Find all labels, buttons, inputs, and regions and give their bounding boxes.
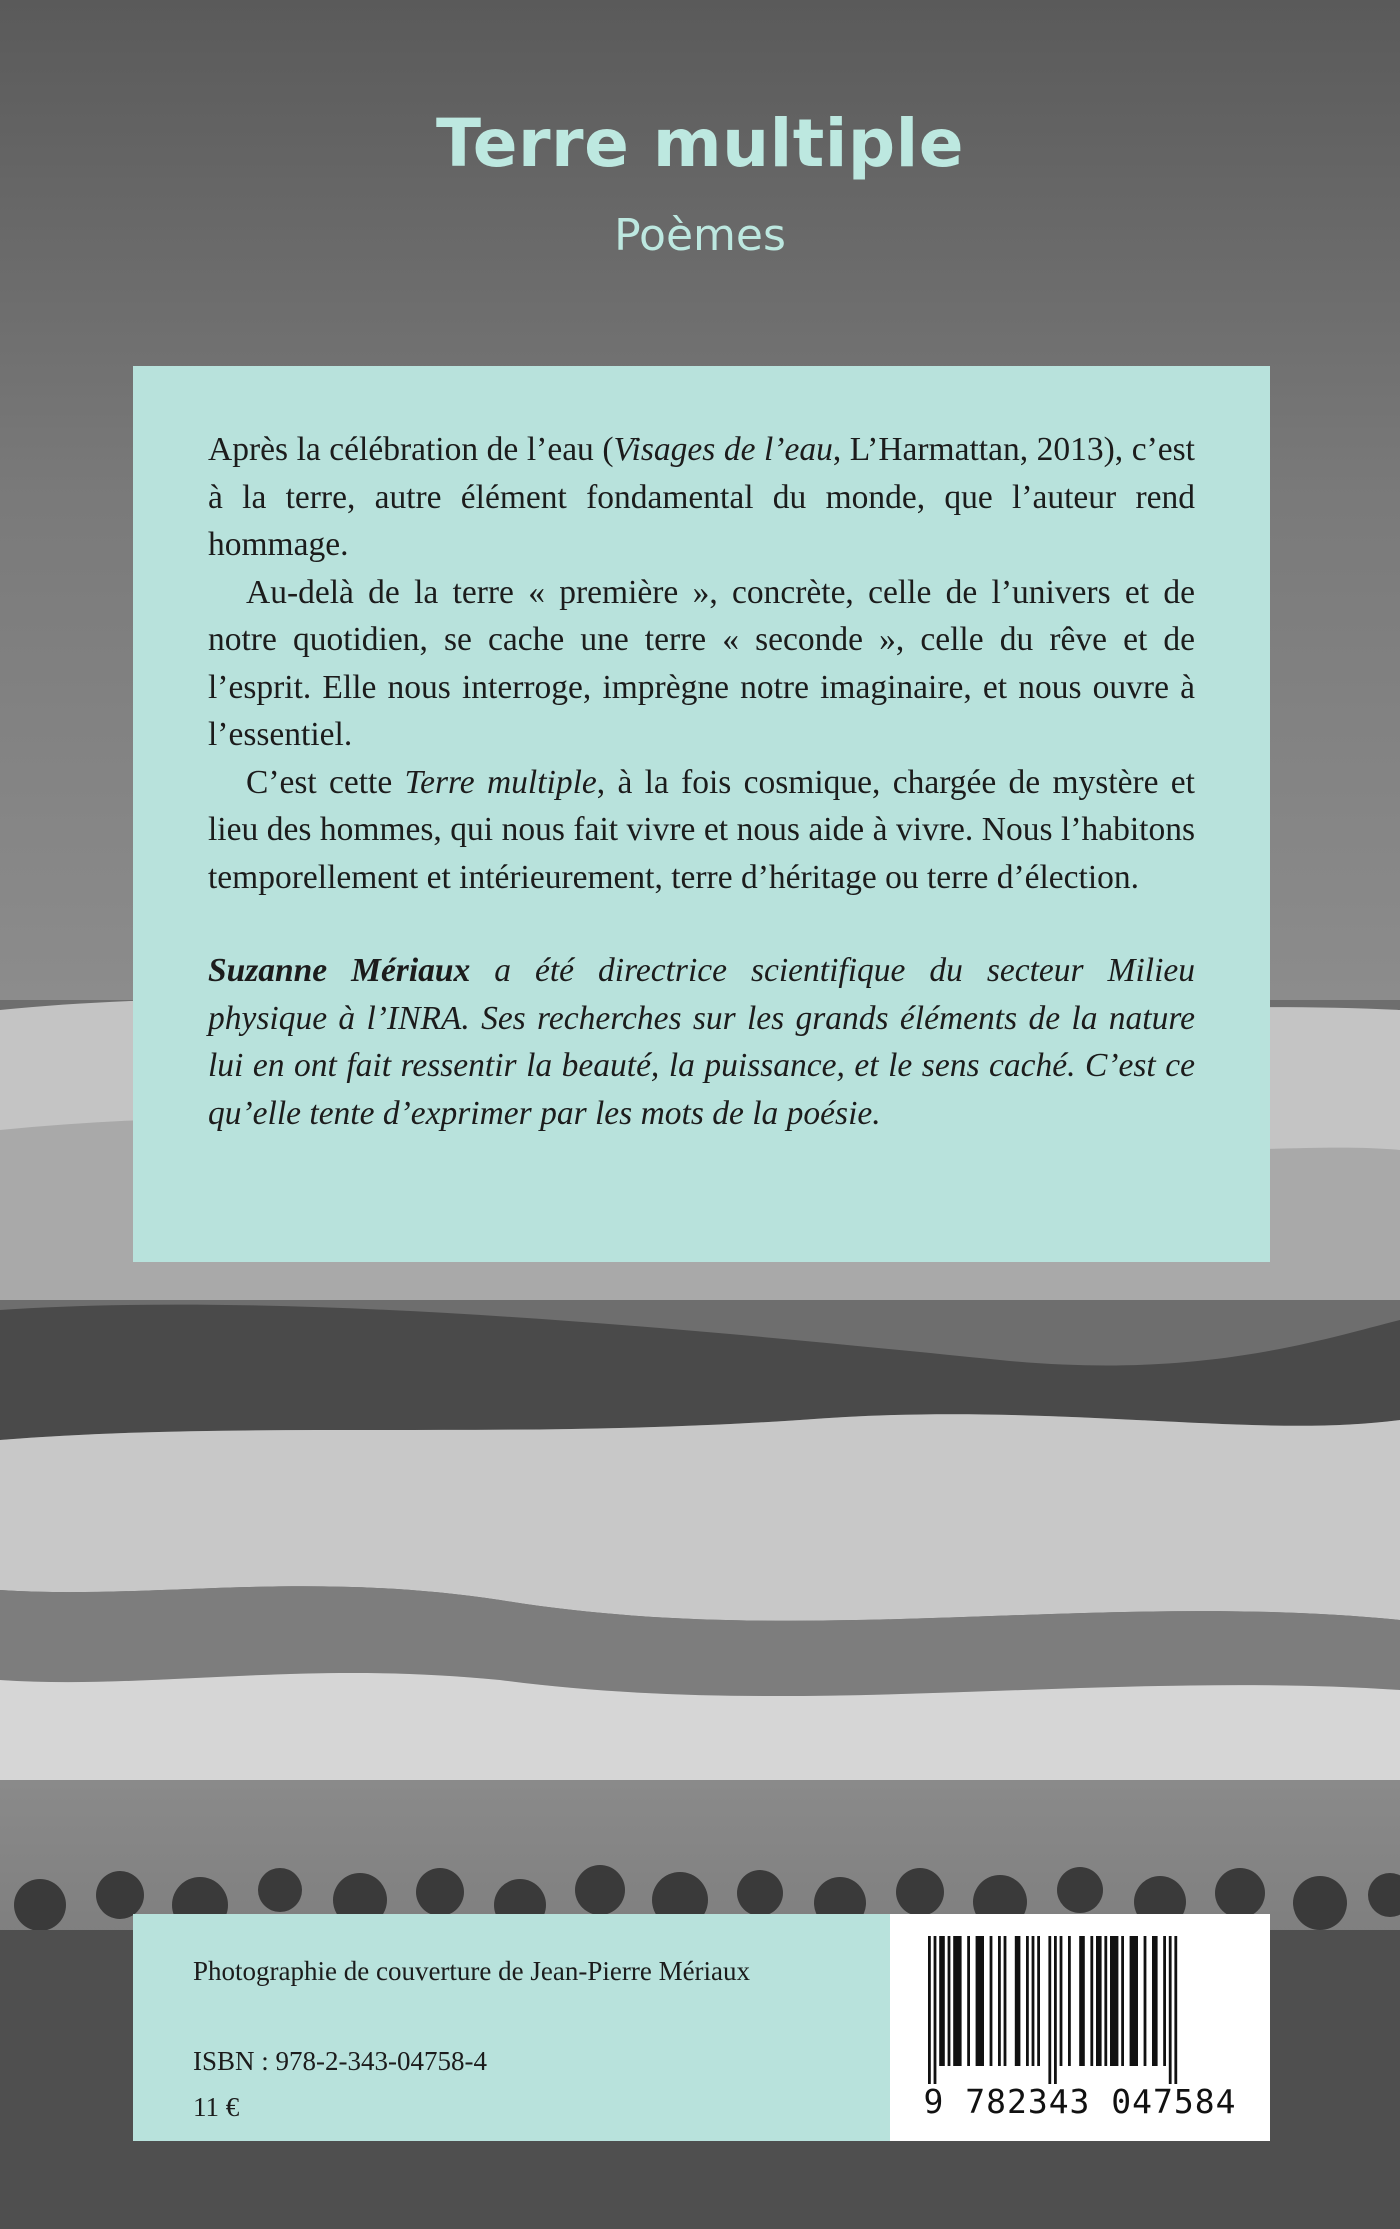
barcode-bar [1174, 1936, 1177, 2084]
photo-credit: Photographie de couverture de Jean-Pierre Mériaux [193, 1956, 751, 1986]
barcode-bar [998, 1936, 1001, 2066]
blurb-paragraph-2: Au-delà de la terre « première », concrète, celle de l’univers et de notre quotidien, se cache une terre « seconde », celle du rêve et de l’esprit. Elle nous interroge, imprègne notre imaginaire, et nous ouvre à l’essentiel. [208, 573, 1195, 753]
barcode-bar [1090, 1936, 1093, 2066]
book-title: Terre multiple [435, 105, 965, 182]
barcode-bar [1121, 1936, 1124, 2066]
barcode-bar [1068, 1936, 1071, 2066]
isbn: ISBN : 978-2-343-04758-4 [193, 2046, 487, 2076]
blurb-paragraph-1: Après la célébration de l’eau (Visages de l’eau, L’Harmattan, 2013), c’est à la terre, autre élément fondamental du monde, que l’auteur rend hommage. [208, 431, 1195, 563]
book-subtitle: Poèmes [614, 210, 786, 261]
barcode-bar [1037, 1936, 1040, 2066]
barcode-bar [1110, 1936, 1118, 2066]
barcode-digits: 9 782343 047584 [923, 2082, 1237, 2121]
barcode-bar [967, 1936, 970, 2066]
barcode-bar [1015, 1936, 1021, 2066]
author-name: Suzanne Mériaux [208, 952, 471, 989]
barcode-bar [1079, 1936, 1085, 2066]
barcode-bar [1163, 1936, 1166, 2066]
price: 11 € [193, 2092, 240, 2122]
barcode-bar [1048, 1936, 1051, 2084]
barcode-bar [1152, 1936, 1158, 2066]
barcode [890, 1914, 1270, 2141]
blurb-paragraph-3: C’est cette Terre multiple, à la fois cosmique, chargée de mystère et lieu des hommes, qui nous fait vivre et nous aide à vivre. Nous l’habitons temporellement et intérieurement, terre d’héritage ou terre d’élection. [208, 763, 1195, 896]
barcode-bar [1104, 1936, 1107, 2066]
barcode-bar [1130, 1936, 1138, 2066]
barcode-bar [1032, 1936, 1035, 2066]
barcode-bar [1096, 1936, 1102, 2066]
barcode-bar [1060, 1936, 1063, 2066]
barcode-bar [939, 1936, 945, 2066]
barcode-bar [948, 1936, 951, 2066]
barcode-bar [976, 1936, 984, 2066]
barcode-bar [1026, 1936, 1029, 2066]
barcode-bar [1054, 1936, 1057, 2084]
publication-info [133, 1914, 890, 2141]
barcode-bar [1144, 1936, 1147, 2066]
barcode-bar [928, 1936, 931, 2084]
barcode-bar [934, 1936, 937, 2084]
barcode-bar [1169, 1936, 1172, 2084]
author-bio: Suzanne Mériaux a été directrice scientifique du secteur Milieu physique à l’INRA. Ses recherches sur les grands éléments de la nature lui en ont fait ressentir la beauté, la puissance, et le sens caché. C’est ce qu’elle tente d’exprimer par les mots de la poésie. [208, 952, 1196, 1132]
barcode-bar [1004, 1936, 1007, 2066]
back-cover-blurb [133, 366, 1270, 1262]
barcode-bars [890, 1914, 1270, 2084]
barcode-bar [990, 1936, 993, 2066]
barcode-bar [953, 1936, 961, 2066]
